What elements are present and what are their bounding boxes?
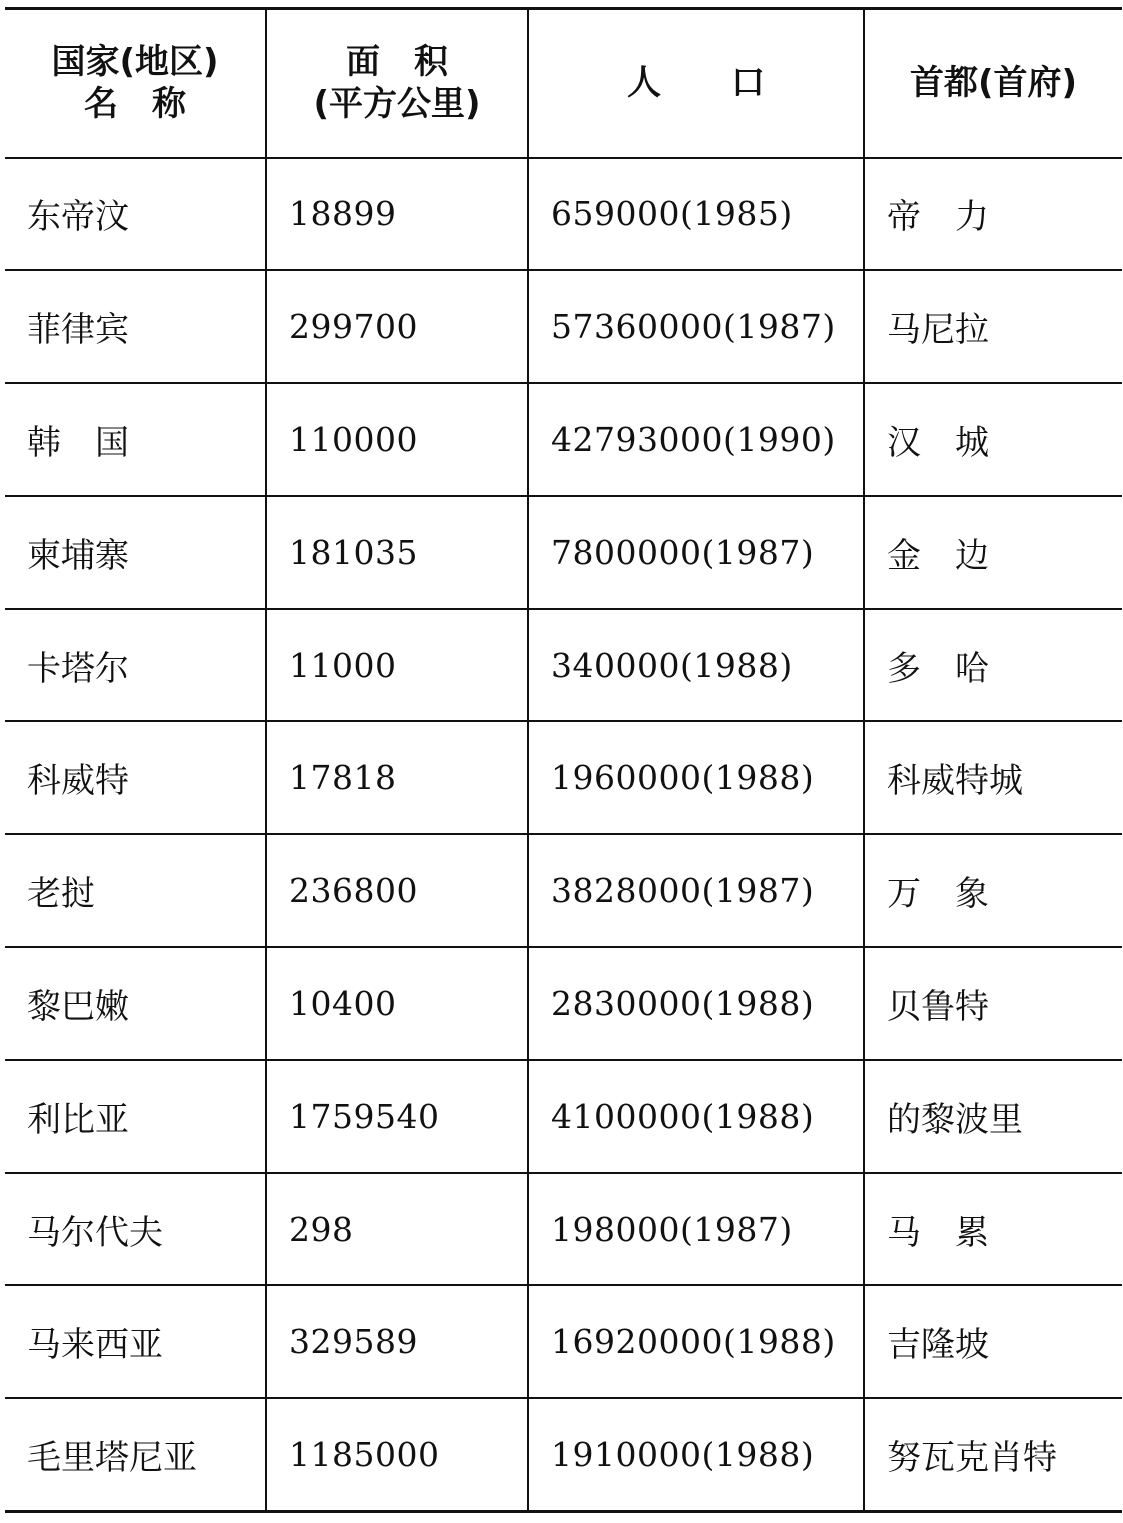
table-row [5, 1173, 1122, 1286]
capital-cell: 帝 力 [864, 158, 1122, 271]
population-cell: 340000(1988) [528, 609, 864, 722]
table-row [5, 1285, 1122, 1398]
area-cell: 298 [266, 1173, 528, 1286]
capital-cell: 金 边 [864, 496, 1122, 609]
capital-cell: 马 累 [864, 1173, 1122, 1286]
table-row [5, 383, 1122, 496]
table-row [5, 496, 1122, 609]
population-cell: 42793000(1990) [528, 383, 864, 496]
header-capital [864, 9, 1122, 158]
table-row [5, 947, 1122, 1060]
capital-cell: 汉 城 [864, 383, 1122, 496]
header-area-line2: (平方公里) [313, 84, 481, 125]
area-cell: 1185000 [266, 1398, 528, 1511]
area-cell: 10400 [266, 947, 528, 1060]
header-name-line2: 名 称 [84, 84, 186, 125]
country-name-cell: 马来西亚 [5, 1285, 266, 1398]
header-name [5, 9, 266, 158]
capital-cell: 万 象 [864, 834, 1122, 947]
area-cell: 236800 [266, 834, 528, 947]
country-name-cell: 菲律宾 [5, 270, 266, 383]
population-cell: 1960000(1988) [528, 721, 864, 834]
table-header [5, 9, 1122, 158]
table-body [5, 158, 1122, 1512]
table-row [5, 158, 1122, 271]
area-cell: 18899 [266, 158, 528, 271]
country-name-cell: 黎巴嫩 [5, 947, 266, 1060]
table-row [5, 1060, 1122, 1173]
header-population [528, 9, 864, 158]
country-name-cell: 卡塔尔 [5, 609, 266, 722]
population-cell: 16920000(1988) [528, 1285, 864, 1398]
area-cell: 299700 [266, 270, 528, 383]
country-name-cell: 韩 国 [5, 383, 266, 496]
country-name-cell: 科威特 [5, 721, 266, 834]
area-cell: 17818 [266, 721, 528, 834]
table-row [5, 1398, 1122, 1511]
country-name-cell: 柬埔寨 [5, 496, 266, 609]
country-name-cell: 毛里塔尼亚 [5, 1398, 266, 1511]
country-name-cell: 东帝汶 [5, 158, 266, 271]
area-cell: 329589 [266, 1285, 528, 1398]
header-area [266, 9, 528, 158]
capital-cell: 马尼拉 [864, 270, 1122, 383]
table-row [5, 834, 1122, 947]
population-cell: 1910000(1988) [528, 1398, 864, 1511]
capital-cell: 的黎波里 [864, 1060, 1122, 1173]
population-cell: 57360000(1987) [528, 270, 864, 383]
header-row [5, 9, 1122, 158]
capital-cell: 吉隆坡 [864, 1285, 1122, 1398]
header-name-line1: 国家(地区) [51, 42, 219, 83]
population-cell: 659000(1985) [528, 158, 864, 271]
population-cell: 2830000(1988) [528, 947, 864, 1060]
population-cell: 3828000(1987) [528, 834, 864, 947]
table-row [5, 270, 1122, 383]
area-cell: 11000 [266, 609, 528, 722]
area-cell: 1759540 [266, 1060, 528, 1173]
population-cell: 4100000(1988) [528, 1060, 864, 1173]
capital-cell: 科威特城 [864, 721, 1122, 834]
country-name-cell: 老挝 [5, 834, 266, 947]
country-table [5, 7, 1122, 1513]
header-capital-label: 首都(首府) [909, 63, 1078, 104]
country-name-cell: 利比亚 [5, 1060, 266, 1173]
capital-cell: 努瓦克肖特 [864, 1398, 1122, 1511]
capital-cell: 多 哈 [864, 609, 1122, 722]
population-cell: 198000(1987) [528, 1173, 864, 1286]
area-cell: 110000 [266, 383, 528, 496]
country-table-container [5, 7, 1122, 1513]
header-area-line1: 面 积 [346, 42, 448, 83]
area-cell: 181035 [266, 496, 528, 609]
capital-cell: 贝鲁特 [864, 947, 1122, 1060]
population-cell: 7800000(1987) [528, 496, 864, 609]
table-row [5, 721, 1122, 834]
table-row [5, 609, 1122, 722]
country-name-cell: 马尔代夫 [5, 1173, 266, 1286]
header-population-label: 人口 [627, 63, 835, 104]
